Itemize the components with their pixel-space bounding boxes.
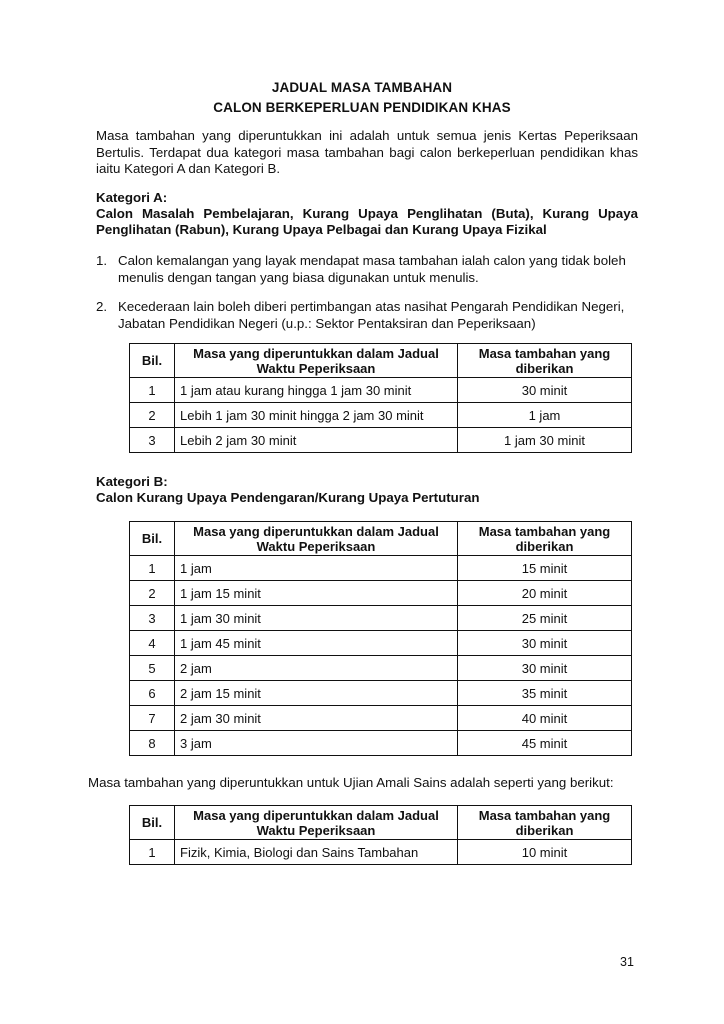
cell-tambahan: 20 minit [458, 581, 632, 606]
cell-bil: 8 [130, 731, 175, 756]
cell-bil: 5 [130, 656, 175, 681]
amali-table [129, 805, 632, 865]
table-header-row [130, 344, 632, 378]
table-row [130, 656, 632, 681]
header-masa: Masa yang diperuntukkan dalam Jadual Waktu Peperiksaan [175, 806, 458, 840]
kategori-a-item [96, 299, 638, 332]
cell-masa: 2 jam 15 minit [175, 681, 458, 706]
table-row [130, 556, 632, 581]
cell-bil: 3 [130, 428, 175, 453]
cell-tambahan: 35 minit [458, 681, 632, 706]
cell-masa: 1 jam [175, 556, 458, 581]
header-masa: Masa yang diperuntukkan dalam Jadual Waktu Peperiksaan [175, 344, 458, 378]
table-header-row [130, 522, 632, 556]
kategori-b-subheading: Calon Kurang Upaya Pendengaran/Kurang Upaya Pertuturan [96, 490, 480, 505]
cell-masa: 2 jam [175, 656, 458, 681]
item-number: 1. [96, 253, 108, 268]
table-row [130, 840, 632, 865]
cell-tambahan: 1 jam 30 minit [458, 428, 632, 453]
table-row [130, 606, 632, 631]
header-tambahan: Masa tambahan yang diberikan [458, 344, 632, 378]
kategori-a-item [96, 253, 638, 286]
kategori-a-heading: Kategori A: [96, 190, 168, 205]
cell-masa: Lebih 2 jam 30 minit [175, 428, 458, 453]
item-number: 2. [96, 299, 108, 314]
kategori-a-subheading: Calon Masalah Pembelajaran, Kurang Upaya Penglihatan (Buta), Kurang Upaya Penglihatan (Rabun), Kurang Upaya Pelbagai dan Kurang Upaya Fizikal [96, 206, 638, 237]
cell-bil: 1 [130, 378, 175, 403]
table-row [130, 731, 632, 756]
intro-paragraph: Masa tambahan yang diperuntukkan ini adalah untuk semua jenis Kertas Peperiksaan Bertulis. Terdapat dua kategori masa tambahan bagi calon berkeperluan pendidikan khas iaitu Kategori A dan Kategori B. [96, 128, 638, 176]
item-text: Kecederaan lain boleh diberi pertimbangan atas nasihat Pengarah Pendidikan Negeri, Jabatan Pendidikan Negeri (u.p.: Sektor Pentaksiran dan Peperiksaan) [118, 299, 625, 331]
cell-bil: 6 [130, 681, 175, 706]
kategori-b-heading: Kategori B: [96, 474, 168, 489]
cell-tambahan: 25 minit [458, 606, 632, 631]
table-row [130, 681, 632, 706]
document-title: JADUAL MASA TAMBAHAN [271, 80, 453, 95]
cell-bil: 1 [130, 556, 175, 581]
table-header-row [130, 806, 632, 840]
cell-masa: 3 jam [175, 731, 458, 756]
cell-bil: 2 [130, 581, 175, 606]
cell-masa: Lebih 1 jam 30 minit hingga 2 jam 30 minit [175, 403, 458, 428]
cell-bil: 1 [130, 840, 175, 865]
header-tambahan: Masa tambahan yang diberikan [458, 522, 632, 556]
header-bil: Bil. [130, 344, 175, 378]
table-row [130, 428, 632, 453]
cell-masa: 1 jam 15 minit [175, 581, 458, 606]
header-masa: Masa yang diperuntukkan dalam Jadual Waktu Peperiksaan [175, 522, 458, 556]
cell-tambahan: 30 minit [458, 631, 632, 656]
table-row [130, 378, 632, 403]
cell-tambahan: 1 jam [458, 403, 632, 428]
cell-masa: 1 jam 45 minit [175, 631, 458, 656]
item-text: Calon kemalangan yang layak mendapat masa tambahan ialah calon yang tidak boleh menulis dengan tangan yang biasa digunakan untuk menulis. [118, 253, 626, 285]
cell-tambahan: 30 minit [458, 656, 632, 681]
table-row [130, 631, 632, 656]
cell-masa: 1 jam 30 minit [175, 606, 458, 631]
header-bil: Bil. [130, 806, 175, 840]
cell-masa: 1 jam atau kurang hingga 1 jam 30 minit [175, 378, 458, 403]
header-tambahan: Masa tambahan yang diberikan [458, 806, 632, 840]
cell-bil: 3 [130, 606, 175, 631]
cell-masa: 2 jam 30 minit [175, 706, 458, 731]
table-row [130, 581, 632, 606]
cell-bil: 4 [130, 631, 175, 656]
cell-bil: 2 [130, 403, 175, 428]
header-bil: Bil. [130, 522, 175, 556]
cell-tambahan: 40 minit [458, 706, 632, 731]
cell-tambahan: 45 minit [458, 731, 632, 756]
document-subtitle: CALON BERKEPERLUAN PENDIDIKAN KHAS [213, 100, 511, 115]
page-number: 31 [620, 955, 634, 969]
kategori-a-table [129, 343, 632, 453]
cell-bil: 7 [130, 706, 175, 731]
table-row [130, 706, 632, 731]
cell-masa: Fizik, Kimia, Biologi dan Sains Tambahan [175, 840, 458, 865]
amali-paragraph: Masa tambahan yang diperuntukkan untuk Ujian Amali Sains adalah seperti yang berikut: [88, 775, 614, 790]
cell-tambahan: 15 minit [458, 556, 632, 581]
cell-tambahan: 10 minit [458, 840, 632, 865]
table-row [130, 403, 632, 428]
kategori-b-table [129, 521, 632, 756]
cell-tambahan: 30 minit [458, 378, 632, 403]
